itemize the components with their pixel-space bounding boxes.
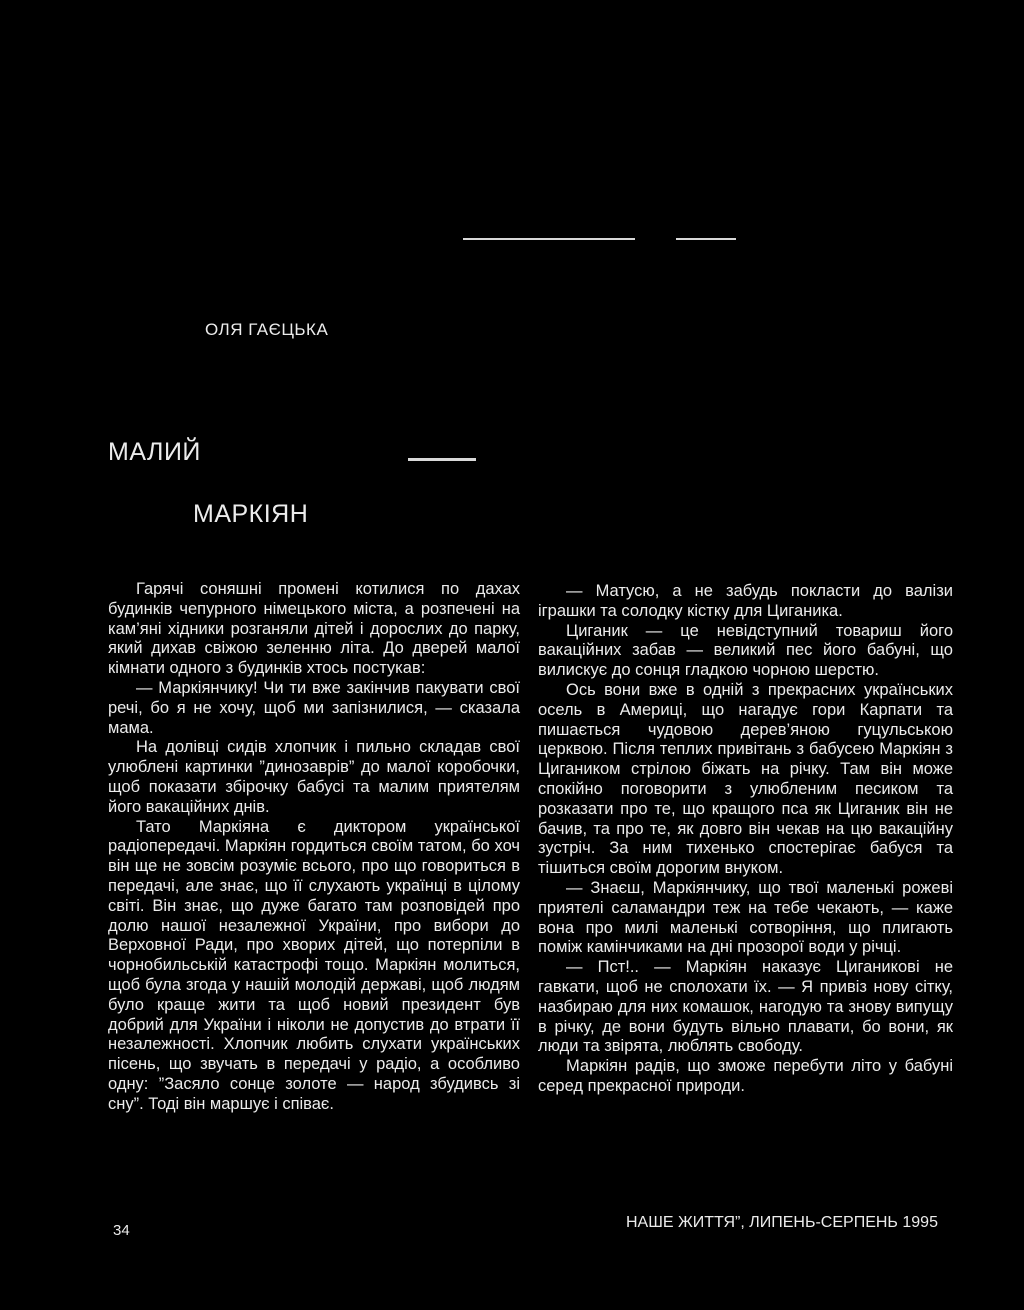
paragraph: — Пст!.. — Маркіян наказує Циганикові не гавкати, щоб не сполохати їх. — Я привіз нову сітку, назбираю для них комашок, нагодую та знову випущу в річку, де вони будуть вільно плавати, бо вони, як люди та звірята, люблять свободу. <box>538 958 953 1056</box>
decorative-rule <box>676 238 736 240</box>
decorative-rule <box>408 458 476 461</box>
paragraph: Циганик — це невідступний товариш його вакаційних забав — великий пес його бабуні, що вилискує до сонця гладкою чорною шерстю. <box>538 621 953 680</box>
paragraph: Маркіян радів, що зможе перебути літо у бабуні серед прекрасної природи. <box>538 1057 953 1095</box>
title-line-1: МАЛИЙ <box>108 438 201 466</box>
title-line-2: МАРКІЯН <box>193 500 309 528</box>
paragraph: На долівці сидів хлопчик і пильно складав свої улюблені картинки ”динозаврів” до малої коробочки, щоб показати збірочку бабусі та малим приятелям його вакаційних днів. <box>108 738 520 816</box>
article-column-left <box>108 580 520 1115</box>
paragraph: Ось вони вже в одній з прекрасних українських осель в Америці, що нагадує гори Карпати та пишається чудовою дерев’яною гуцульською церквою. Після теплих привітань з бабусею Маркіян з Цигаником стрілою біжать на річку. Там він може спокійно поговорити з улюбленим песиком та розказати про те, що кращого пса як Циганик він не бачив, та про те, як довго він чекав на цю вакаційну зустріч. За ним тихенько спостерігає бабуся та тішиться своїм дорогим внуком. <box>538 680 953 878</box>
author-name: ОЛЯ ГАЄЦЬКА <box>205 320 329 339</box>
decorative-rule <box>463 238 635 240</box>
publication-footer: НАШЕ ЖИТТЯ”, ЛИПЕНЬ-СЕРПЕНЬ 1995 <box>626 1214 938 1231</box>
article-column-right <box>538 582 953 1097</box>
paragraph: — Матусю, а не забудь покласти до валізи іграшки та солодку кістку для Циганика. <box>538 582 953 620</box>
paragraph: — Знаєш, Маркіянчику, що твої маленькі рожеві приятелі саламандри теж на тебе чекають, — каже вона про милі маленькі сотворіння, що плигають поміж камінчиками на дні прозорої води у річці. <box>538 878 953 957</box>
paragraph: Тато Маркіяна є диктором української радіопередачі. Маркіян гордиться своїм татом, бо хоч він ще не зовсім розуміє всього, про що говориться в передачі, але знає, що її слухають українці в цілому світі. Він знає, що дуже багато там розповідей про долю нашої незалежної України, про вибори до Верховної Ради, про хворих дітей, що потерпіли в чорнобильській катастрофі тощо. Маркіян молиться, щоб була згода у нашій молодій державі, щоб людям було краще жити та щоб новий президент був добрий для України і ніколи не допустив до втрати її незалежності. Хлопчик любить слухати українських пісень, що звучать в передачі у радіо, а особливо одну: ”Засяло сонце золоте — народ збудивсь зі сну”. Тоді він маршує і співає. <box>108 817 520 1113</box>
page-number: 34 <box>113 1222 130 1239</box>
paragraph: Гарячі соняшні промені котилися по дахах будинків чепурного німецького міста, а розпечені на кам’яні хідники розганяли дітей і дорослих до парку, який дихав свіжою зеленню літа. До дверей малої кімнати одного з будинків хтось постукав: <box>108 580 520 678</box>
paragraph: — Маркіянчику! Чи ти вже закінчив пакувати свої речі, бо я не хочу, щоб ми запізнилися, — сказала мама. <box>108 678 520 737</box>
